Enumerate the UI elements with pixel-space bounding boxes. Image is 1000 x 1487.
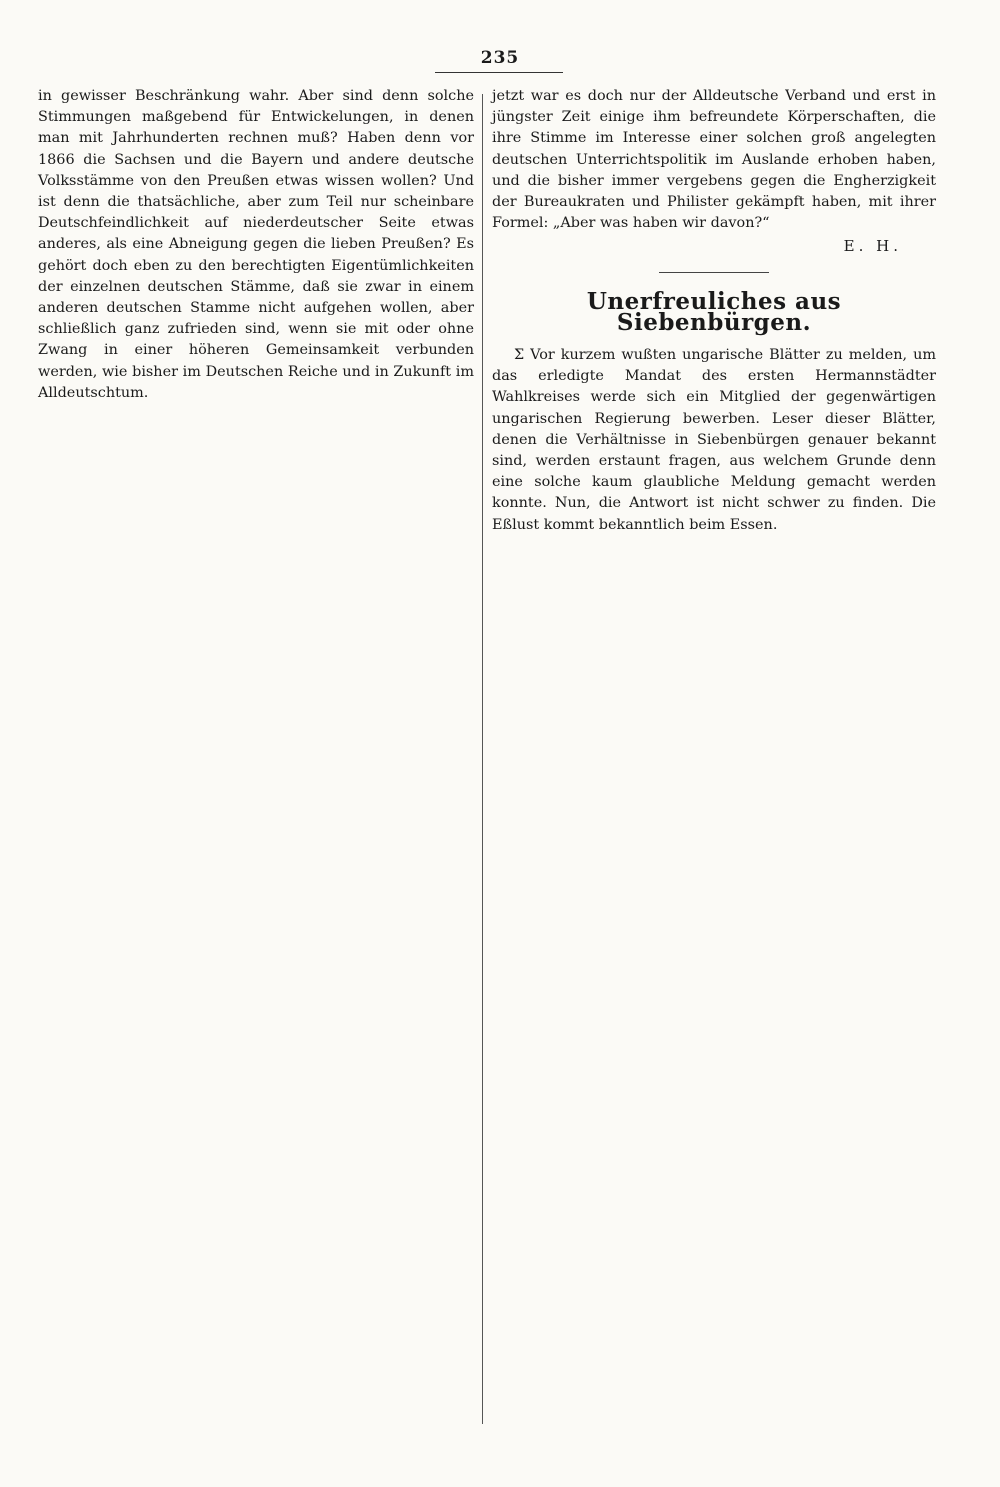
left-column — [38, 86, 474, 404]
article-signature: E. H. — [843, 237, 902, 256]
page-number-rule — [435, 72, 563, 73]
right-paragraph-1: jetzt war es doch nur der Alldeutsche Verband und erst in jüngster Zeit einige ihm befreundete Körperschaften, die ihre Stimme im Interesse einer solchen groß angelegten deutschen Unterrichtspolitik im Auslande erhoben haben, und die bisher immer vergebens gegen die Engherzigkeit der Bureaukraten und Philister gekämpft haben, mit ihrer Formel: „Aber was haben wir davon?“ — [492, 88, 936, 232]
page-number: 235 — [480, 48, 520, 68]
column-divider — [482, 94, 483, 1424]
right-column — [492, 86, 936, 536]
left-paragraph-1: in gewisser Beschränkung wahr. Aber sind denn solche Stimmungen maßgebend für Entwickelungen, in denen man mit Jahrhunderten rechnen muß? Haben denn vor 1866 die Sachsen und die Bayern und andere deutsche Volksstämme von den Preußen etwas wissen wollen? Und ist denn die thatsächliche, aber zum Teil nur scheinbare Deutschfeindlichkeit auf niederdeutscher Seite etwas anderes, als eine Abneigung gegen die lieben Preußen? Es gehört doch eben zu den berechtigten Eigentümlichkeiten der einzelnen deutschen Stämme, daß sie zwar in einem anderen deutschen Stamme nicht aufgehen wollen, aber schließlich ganz zufrieden sind, wenn sie mit oder ohne Zwang in einer höheren Gemeinsamkeit verbunden werden, wie bisher im Deutschen Reiche und in Zukunft im Alldeutschtum. — [38, 88, 474, 401]
section-heading: Unerfreuliches aus Siebenbürgen. — [586, 287, 842, 336]
section-rule — [659, 272, 769, 273]
section-paragraph-1: Σ Vor kurzem wußten ungarische Blätter zu melden, um das erledigte Mandat des ersten Hermannstädter Wahlkreises werde sich ein Mitglied der gegenwärtigen ungarischen Regierung bewerben. Leser dieser Blätter, denen die Verhältnisse in Siebenbürgen genauer bekannt sind, werden erstaunt fragen, aus welchem Grunde denn eine solche kaum glaubliche Meldung gemacht werden konnte. Nun, die Antwort ist nicht schwer zu finden. Die Eßlust kommt bekanntlich beim Essen. — [492, 347, 936, 533]
